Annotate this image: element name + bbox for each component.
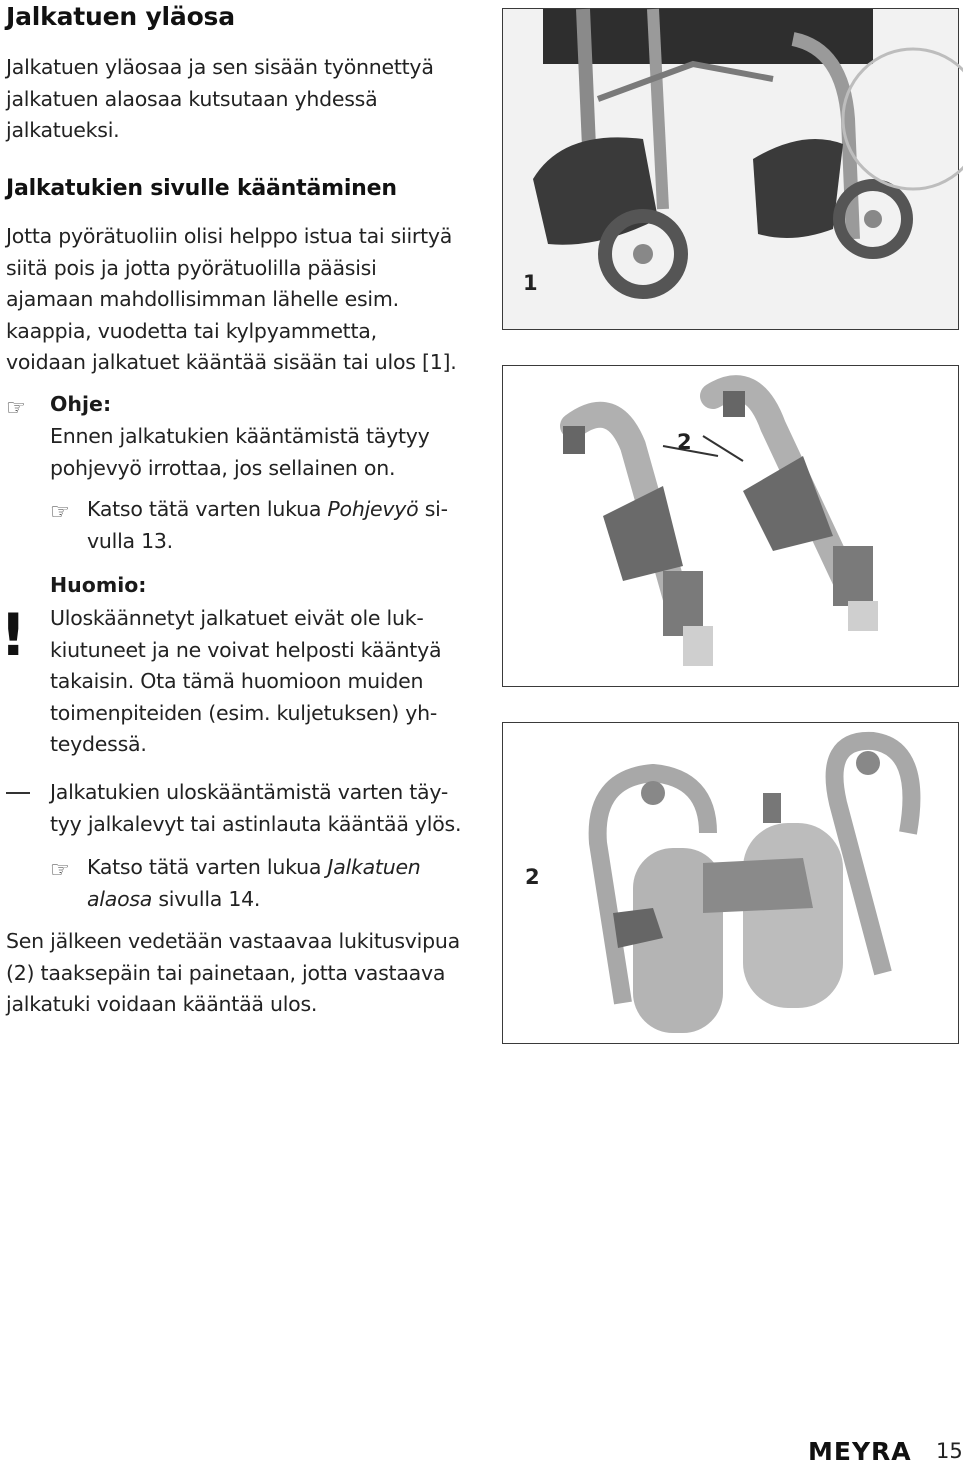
- warning-line: kiutuneet ja ne voivat helposti kääntyä: [50, 637, 442, 662]
- list-dash: [6, 792, 30, 794]
- ref-italic: Pohjevyö: [327, 497, 419, 521]
- note-reference: [87, 494, 467, 557]
- figure-footrest-frames: [502, 365, 959, 687]
- ref-italic: alaosa: [87, 886, 153, 911]
- note-text: [50, 421, 470, 484]
- step-line: tyy jalkalevyt tai astinlauta kääntää ylös.: [50, 811, 462, 836]
- closing-paragraph: Sen jälkeen vedetään vastaavaa lukitusvipua (2) taaksepäin tai painetaan, jotta vastaava jalkatuki voidaan kääntää ulos.: [6, 929, 460, 1016]
- ref-text: Katso tätä varten lukua: [87, 497, 328, 521]
- ref-italic: Jalkatuen: [327, 855, 421, 879]
- ref-text: Katso tätä varten lukua: [87, 855, 328, 879]
- figure-label: 1: [523, 271, 538, 295]
- step-line: Jalkatukien uloskääntämistä varten täy-: [50, 780, 448, 804]
- note-line: pohjevyö irrottaa, jos sellainen on.: [50, 455, 396, 480]
- warning-line: takaisin. Ota tämä huomioon muiden: [50, 669, 424, 693]
- swing-paragraph: Jotta pyörätuoliin olisi helppo istua tai siirtyä siitä pois ja jotta pyörätuolilla pääsisi ajamaan mahdollisimman lähelle esim. kaappia, vuodetta tai kylpyammetta, voidaan jalkatuet kääntää sisään tai ulos [1].: [6, 224, 457, 374]
- note-line: Ennen jalkatukien kääntämistä täytyy: [50, 424, 430, 448]
- figure-label: 2: [677, 430, 692, 454]
- note-label: Ohje:: [50, 392, 112, 416]
- warning-text: [50, 603, 470, 761]
- ref-text: si-: [418, 497, 448, 521]
- footrest-frame-illustration: [503, 366, 958, 686]
- figure-footrest-pads: [502, 722, 959, 1044]
- figure-label: 2: [525, 865, 540, 889]
- step-text: [50, 777, 470, 840]
- meyra-logo: MEYRA: [808, 1437, 912, 1466]
- pointing-hand-icon: ☞: [50, 858, 70, 883]
- exclamation-icon: !: [0, 601, 27, 669]
- ref-text: sivulla 14.: [152, 886, 261, 911]
- pointing-hand-icon: ☞: [6, 396, 26, 421]
- step-reference: [87, 852, 467, 915]
- footrest-pad-illustration: [503, 723, 958, 1043]
- page-title: Jalkatuen yläosa: [6, 2, 235, 31]
- section-heading-swing: Jalkatukien sivulle kääntäminen: [6, 176, 397, 201]
- figure-wheelchair: [502, 8, 959, 330]
- warning-line: teydessä.: [50, 732, 147, 756]
- page-number: 15: [936, 1439, 963, 1463]
- warning-label: Huomio:: [50, 573, 147, 597]
- intro-paragraph: Jalkatuen yläosaa ja sen sisään työnnettyä jalkatuen alaosaa kutsutaan yhdessä jalkatueksi.: [6, 55, 434, 142]
- warning-line: toimenpiteiden (esim. kuljetuksen) yh-: [50, 700, 437, 725]
- warning-line: Uloskäännetyt jalkatuet eivät ole luk-: [50, 606, 424, 630]
- pointing-hand-icon: ☞: [50, 500, 70, 525]
- wheelchair-illustration: [503, 9, 958, 329]
- ref-text: vulla 13.: [87, 528, 173, 553]
